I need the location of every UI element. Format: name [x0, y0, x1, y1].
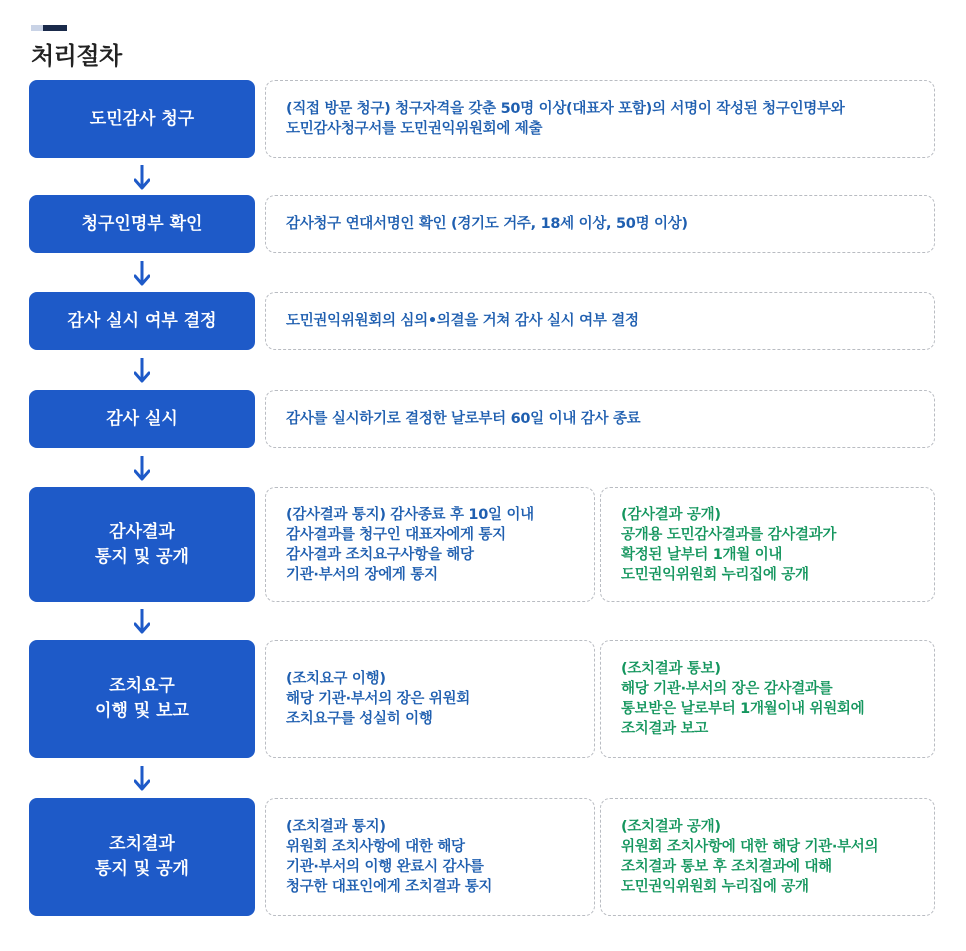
step-4-label: [29, 390, 255, 448]
description-line: 기관·부서의 장에게 통지: [286, 566, 438, 583]
description-line: 기관·부서의 이행 완료시 감사를: [286, 859, 484, 875]
step-label-line: 청구인명부 확인: [81, 213, 203, 234]
description-line: (조치결과 통지): [286, 819, 386, 835]
description-line: 위원회 조치사항에 대한 해당 기관·부서의: [621, 839, 879, 855]
description-line: 조치결과 통보 후 조치결과에 대해: [621, 859, 832, 875]
step-label-line: 감사 실시 여부 결정: [67, 310, 217, 331]
description-line: 감사청구 연대서명인 확인 (경기도 거주, 18세 이상, 50명 이상): [286, 216, 688, 232]
description-line: 도민권익위원회 누리집에 공개: [621, 566, 809, 583]
description-line: (조치결과 공개): [621, 819, 721, 835]
step-1-description-1: [265, 80, 935, 158]
step-6-description-2: [600, 640, 935, 758]
description-line: 해당 기관·부서의 장은 위원회: [286, 691, 470, 707]
arrow-down-icon: [134, 260, 150, 286]
step-6-description-1: [265, 640, 595, 758]
step-5-label: [29, 487, 255, 602]
arrow-down-icon: [134, 455, 150, 481]
description-line: 감사결과를 청구인 대표자에게 통지: [286, 526, 506, 543]
description-line: 감사결과 조치요구사항을 해당: [286, 546, 474, 563]
step-5-description-2: [600, 487, 935, 602]
description-line: 공개용 도민감사결과를 감사결과가: [621, 526, 837, 543]
description-line: 확정된 날부터 1개월 이내: [621, 546, 783, 563]
description-line: 해당 기관·부서의 장은 감사결과를: [621, 681, 833, 697]
step-3-description-1: [265, 292, 935, 350]
step-label-line: 이행 및 보고: [95, 701, 189, 721]
description-line: 위원회 조치사항에 대한 해당: [286, 839, 465, 855]
title-accent-bar: [31, 25, 67, 31]
description-line: (직접 방문 청구) 청구자격을 갖춘 50명 이상(대표자 포함)의 서명이 작성된 청구인명부와: [286, 101, 845, 117]
description-line: 통보받은 날로부터 1개월이내 위원회에: [621, 701, 865, 717]
description-line: (감사결과 통지) 감사종료 후 10일 이내: [286, 506, 534, 523]
page-title: 처리절차: [31, 42, 122, 70]
arrow-down-icon: [134, 608, 150, 634]
step-label-line: 감사 실시: [106, 408, 178, 429]
step-7-description-2: [600, 798, 935, 916]
step-label-line: 조치결과: [109, 834, 175, 854]
step-4-description-1: [265, 390, 935, 448]
step-label-line: 조치요구: [109, 676, 175, 696]
step-7-description-1: [265, 798, 595, 916]
description-line: (감사결과 공개): [621, 506, 721, 523]
step-label-line: 도민감사 청구: [89, 108, 195, 129]
description-line: 도민권익위원회의 심의•의결을 거쳐 감사 실시 여부 결정: [286, 313, 639, 329]
step-label-line: 통지 및 공개: [95, 859, 189, 879]
step-6-label: [29, 640, 255, 758]
step-label-line: 통지 및 공개: [95, 546, 189, 567]
description-line: (조치결과 통보): [621, 661, 721, 677]
step-label-line: 감사결과: [109, 521, 175, 542]
arrow-down-icon: [134, 357, 150, 383]
description-line: 감사를 실시하기로 결정한 날로부터 60일 이내 감사 종료: [286, 411, 641, 427]
description-line: 조치결과 보고: [621, 721, 708, 737]
step-2-label: [29, 195, 255, 253]
arrow-down-icon: [134, 164, 150, 190]
step-1-label: [29, 80, 255, 158]
description-line: 도민감사청구서를 도민권익위원회에 제출: [286, 121, 543, 137]
step-3-label: [29, 292, 255, 350]
description-line: 도민권익위원회 누리집에 공개: [621, 879, 809, 895]
step-5-description-1: [265, 487, 595, 602]
step-7-label: [29, 798, 255, 916]
description-line: 청구한 대표인에게 조치결과 통지: [286, 879, 493, 895]
description-line: (조치요구 이행): [286, 671, 386, 687]
step-2-description-1: [265, 195, 935, 253]
description-line: 조치요구를 성실히 이행: [286, 711, 433, 727]
arrow-down-icon: [134, 765, 150, 791]
